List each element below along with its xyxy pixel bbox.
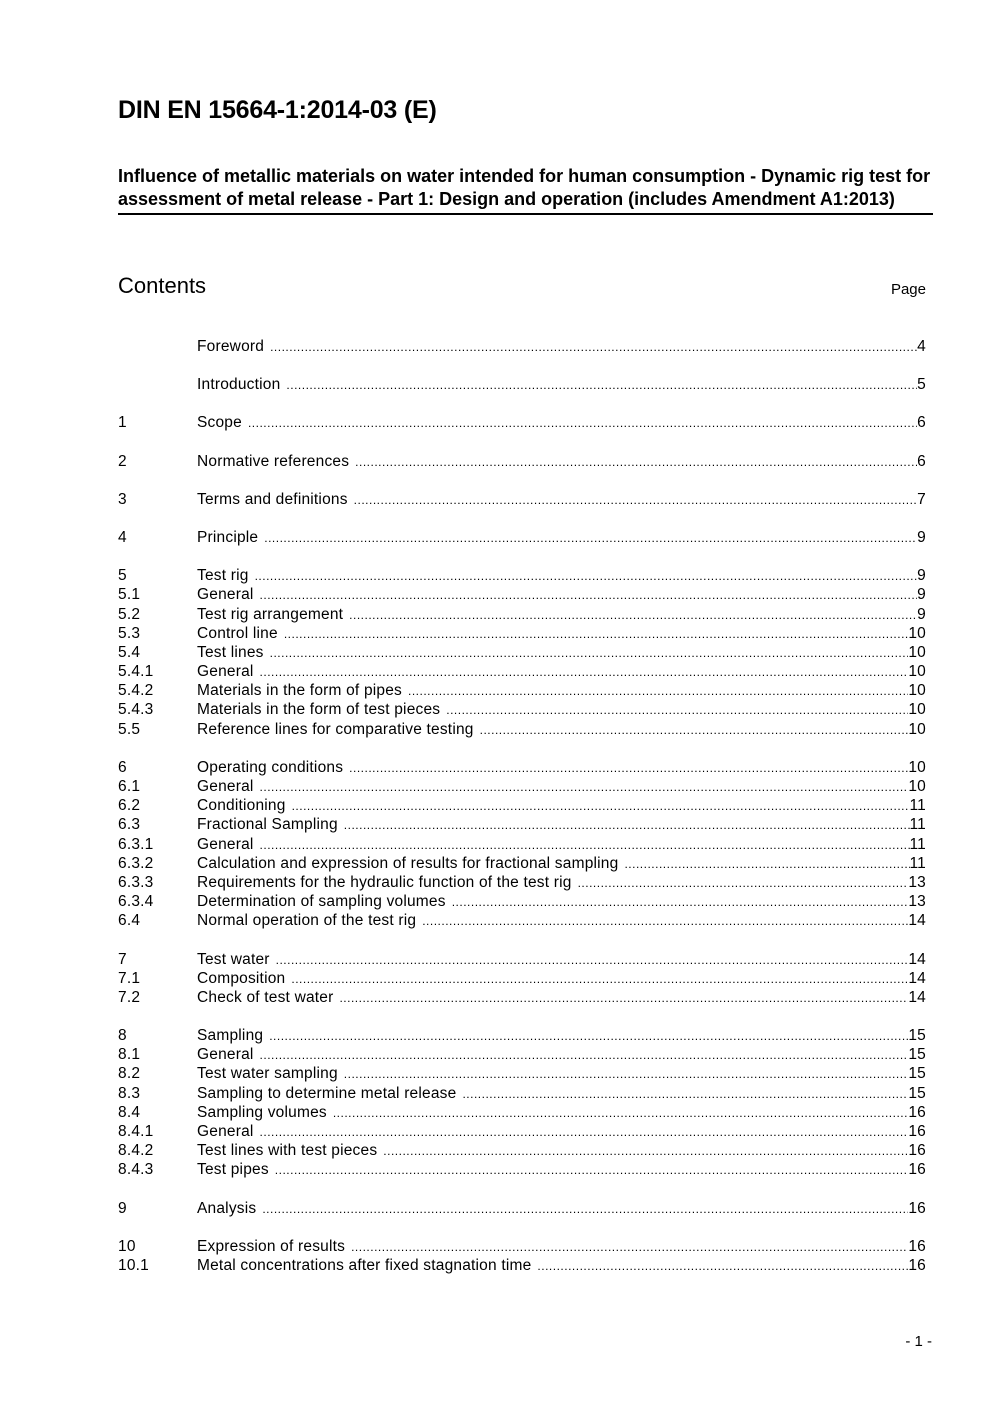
toc-entry-page: 11 xyxy=(909,835,926,853)
toc-entry-page: 10 xyxy=(908,663,926,681)
toc-dot-leader xyxy=(422,914,908,928)
toc-entry[interactable] xyxy=(118,682,926,701)
toc-entry-page: 11 xyxy=(909,854,926,872)
toc-dot-leader xyxy=(462,1087,908,1101)
toc-entry[interactable] xyxy=(118,1123,926,1142)
toc-entry-title: Composition xyxy=(197,969,286,987)
toc-entry-number: 9 xyxy=(118,1199,127,1217)
toc-entry[interactable] xyxy=(118,376,926,395)
toc-entry[interactable] xyxy=(118,855,926,874)
toc-entry-page: 16 xyxy=(908,1199,926,1217)
toc-entry-title: Test lines with test pieces xyxy=(197,1142,378,1160)
toc-entry-page: 6 xyxy=(917,452,926,470)
toc-entry-number: 6 xyxy=(118,758,127,776)
toc-entry-number: 7.1 xyxy=(118,969,141,987)
toc-entry-page: 15 xyxy=(908,1027,926,1045)
toc-entry[interactable] xyxy=(118,797,926,816)
toc-entry-title: Operating conditions xyxy=(197,758,344,776)
toc-entry[interactable] xyxy=(118,951,926,970)
toc-entry-number: 6.1 xyxy=(118,778,141,795)
toc-entry-page: 7 xyxy=(917,490,926,508)
toc-dot-leader xyxy=(264,531,917,545)
toc-entry-number: 4 xyxy=(118,528,127,546)
toc-dot-leader xyxy=(344,1067,909,1081)
toc-entry-number: 6.3.2 xyxy=(118,854,154,872)
toc-dot-leader xyxy=(452,895,909,909)
toc-entry-title: General xyxy=(197,663,254,681)
toc-dot-leader xyxy=(383,1144,908,1158)
toc-dot-leader xyxy=(260,588,918,602)
toc-entry-title: Sampling to determine metal release xyxy=(197,1084,457,1102)
toc-dot-leader xyxy=(276,953,909,967)
toc-entry-number: 5.4 xyxy=(118,643,141,661)
toc-dot-leader xyxy=(624,857,909,871)
document-title: Influence of metallic materials on water intended for human consumption - Dynamic rig test for assessment of metal release - Part 1: Design and operation (includes Amendment A1:2013) xyxy=(118,165,933,215)
toc-entry-title: General xyxy=(197,778,254,795)
toc-dot-leader xyxy=(292,799,910,813)
toc-dot-leader xyxy=(408,684,908,698)
toc-entry-title: Sampling volumes xyxy=(197,1103,327,1121)
toc-entry-title: Materials in the form of pipes xyxy=(197,682,403,700)
toc-dot-leader xyxy=(260,838,910,852)
toc-entry-number: 8.4 xyxy=(118,1103,141,1121)
toc-entry-page: 4 xyxy=(917,338,926,355)
toc-entry-number: 6.3.4 xyxy=(118,893,154,911)
toc-entry[interactable] xyxy=(118,1200,926,1219)
toc-entry-page: 10 xyxy=(908,643,926,661)
toc-entry-title: Test water sampling xyxy=(197,1065,338,1083)
toc-entry-title: Sampling xyxy=(197,1027,264,1045)
toc-dot-leader xyxy=(260,1048,909,1062)
toc-entry-title: Determination of sampling volumes xyxy=(197,893,446,911)
toc-entry-page: 16 xyxy=(908,1256,926,1274)
toc-dot-leader xyxy=(578,876,909,890)
toc-entry[interactable] xyxy=(118,1104,926,1123)
toc-entry-number: 2 xyxy=(118,452,127,470)
toc-entry-number: 7 xyxy=(118,950,127,968)
toc-entry-page: 6 xyxy=(917,414,926,432)
toc-entry[interactable] xyxy=(118,414,926,433)
toc-dot-leader xyxy=(351,1240,908,1254)
toc-entry-number: 8.2 xyxy=(118,1065,141,1083)
toc-entry-page: 9 xyxy=(917,586,926,604)
toc-entry-page: 16 xyxy=(908,1142,926,1160)
toc-entry-page: 11 xyxy=(909,816,926,834)
toc-dot-leader xyxy=(262,1202,908,1216)
toc-entry[interactable] xyxy=(118,1085,926,1104)
toc-entry-page: 5 xyxy=(917,376,926,394)
toc-entry-title: Reference lines for comparative testing xyxy=(197,720,474,738)
toc-entry[interactable] xyxy=(118,893,926,912)
toc-entry-page: 16 xyxy=(908,1237,926,1255)
toc-entry-number: 5 xyxy=(118,567,127,585)
toc-entry-title: Expression of results xyxy=(197,1237,346,1255)
toc-entry[interactable] xyxy=(118,453,926,472)
toc-entry-page: 15 xyxy=(908,1084,926,1102)
toc-entry[interactable] xyxy=(118,701,926,720)
toc-entry[interactable] xyxy=(118,1046,926,1065)
toc-entry-number: 8 xyxy=(118,1027,127,1045)
toc-dot-leader xyxy=(339,991,908,1005)
toc-entry-title: Terms and definitions xyxy=(197,490,348,508)
toc-dot-leader xyxy=(333,1106,909,1120)
toc-entry-title: Scope xyxy=(197,414,242,432)
toc-entry-number: 8.4.1 xyxy=(118,1123,154,1140)
toc-entry[interactable] xyxy=(118,778,926,797)
page-column-label: Page xyxy=(890,281,926,298)
toc-entry[interactable] xyxy=(118,989,926,1008)
toc-entry-title: Requirements for the hydraulic function of the test rig xyxy=(197,873,572,891)
toc-entry[interactable] xyxy=(118,586,926,605)
toc-entry-page: 10 xyxy=(908,778,926,795)
toc-entry-page: 10 xyxy=(908,682,926,700)
toc-entry-title: Normal operation of the test rig xyxy=(197,912,417,930)
toc-entry-title: Test rig xyxy=(197,567,249,585)
toc-entry-number: 6.3.1 xyxy=(118,835,154,853)
toc-dot-leader xyxy=(480,723,909,737)
toc-entry-number: 10 xyxy=(118,1237,136,1255)
toc-dot-leader xyxy=(355,455,917,469)
toc-dot-leader xyxy=(270,340,917,354)
toc-entry-page: 10 xyxy=(908,758,926,776)
toc-entry-number: 5.2 xyxy=(118,605,141,623)
toc-entry-number: 8.4.3 xyxy=(118,1161,154,1179)
toc-entry[interactable] xyxy=(118,816,926,835)
toc-entry-number: 6.3 xyxy=(118,816,141,834)
toc-dot-leader xyxy=(349,608,917,622)
toc-entry[interactable] xyxy=(118,912,926,931)
toc-entry-number: 3 xyxy=(118,490,127,508)
toc-dot-leader xyxy=(260,780,909,794)
toc-entry-page: 14 xyxy=(908,988,926,1006)
toc-entry-page: 9 xyxy=(917,528,926,546)
toc-dot-leader xyxy=(446,703,908,717)
toc-entry[interactable] xyxy=(118,567,926,586)
toc-entry[interactable] xyxy=(118,1161,926,1180)
toc-entry[interactable] xyxy=(118,1142,926,1161)
toc-entry-title: Test water xyxy=(197,950,270,968)
toc-entry-page: 10 xyxy=(908,720,926,738)
toc-entry-number: 8.1 xyxy=(118,1046,141,1064)
toc-entry-page: 16 xyxy=(908,1103,926,1121)
toc-entry-number: 5.4.2 xyxy=(118,682,154,700)
toc-entry-title: Normative references xyxy=(197,452,350,470)
toc-entry[interactable] xyxy=(118,836,926,855)
toc-entry-title: Control line xyxy=(197,624,278,642)
toc-dot-leader xyxy=(537,1259,908,1273)
toc-dot-leader xyxy=(291,972,908,986)
toc-entry-title: General xyxy=(197,1123,254,1140)
toc-dot-leader xyxy=(349,761,908,775)
toc-dot-leader xyxy=(270,646,909,660)
toc-entry-number: 5.1 xyxy=(118,586,141,604)
toc-entry-page: 10 xyxy=(908,624,926,642)
toc-entry-title: Check of test water xyxy=(197,988,334,1006)
toc-entry[interactable] xyxy=(118,491,926,510)
toc-entry-page: 14 xyxy=(908,950,926,968)
toc-entry-title: General xyxy=(197,835,254,853)
toc-entry-title: Test pipes xyxy=(197,1161,269,1179)
toc-dot-leader xyxy=(354,493,918,507)
toc-entry-page: 9 xyxy=(917,567,926,585)
toc-entry-title: Test lines xyxy=(197,643,264,661)
toc-entry-number: 6.2 xyxy=(118,797,141,815)
toc-entry-number: 10.1 xyxy=(118,1256,149,1274)
toc-dot-leader xyxy=(260,1125,909,1139)
toc-entry[interactable] xyxy=(118,874,926,893)
toc-entry-title: Fractional Sampling xyxy=(197,816,338,834)
toc-entry-number: 8.3 xyxy=(118,1084,141,1102)
toc-entry-title: Introduction xyxy=(197,376,281,394)
toc-entry[interactable] xyxy=(118,606,926,625)
toc-entry-page: 15 xyxy=(908,1046,926,1064)
contents-heading: Contents xyxy=(118,273,207,298)
table-of-contents xyxy=(118,338,926,1276)
toc-entry[interactable] xyxy=(118,1257,926,1276)
toc-dot-leader xyxy=(248,416,917,430)
toc-entry[interactable] xyxy=(118,1065,926,1084)
toc-entry-title: Analysis xyxy=(197,1199,257,1217)
toc-entry-title: Principle xyxy=(197,528,259,546)
toc-entry-page: 16 xyxy=(908,1161,926,1179)
toc-dot-leader xyxy=(275,1163,909,1177)
toc-dot-leader xyxy=(344,818,910,832)
toc-entry-page: 16 xyxy=(908,1123,926,1140)
toc-entry-page: 13 xyxy=(908,873,926,891)
toc-entry[interactable] xyxy=(118,625,926,644)
page-number: - 1 - xyxy=(905,1333,932,1350)
toc-entry-number: 7.2 xyxy=(118,988,141,1006)
toc-entry-page: 14 xyxy=(908,912,926,930)
toc-entry-number: 6.4 xyxy=(118,912,141,930)
toc-entry[interactable] xyxy=(118,759,926,778)
toc-entry[interactable] xyxy=(118,1027,926,1046)
toc-entry[interactable] xyxy=(118,663,926,682)
toc-entry[interactable] xyxy=(118,529,926,548)
toc-entry-title: General xyxy=(197,586,254,604)
toc-entry-title: Calculation and expression of results for fractional sampling xyxy=(197,854,619,872)
toc-entry-page: 15 xyxy=(908,1065,926,1083)
standard-id: DIN EN 15664-1:2014-03 (E) xyxy=(118,96,437,124)
toc-entry[interactable] xyxy=(118,338,926,357)
toc-entry-page: 14 xyxy=(908,969,926,987)
toc-dot-leader xyxy=(269,1029,908,1043)
toc-entry-title: Conditioning xyxy=(197,797,286,815)
toc-entry-page: 10 xyxy=(908,701,926,719)
toc-entry-page: 9 xyxy=(917,605,926,623)
toc-entry[interactable] xyxy=(118,1238,926,1257)
toc-entry-number: 6.3.3 xyxy=(118,873,154,891)
toc-entry-number: 5.4.1 xyxy=(118,663,154,681)
toc-dot-leader xyxy=(260,665,909,679)
toc-entry-number: 1 xyxy=(118,414,127,432)
toc-entry-title: Materials in the form of test pieces xyxy=(197,701,441,719)
toc-entry-title: Test rig arrangement xyxy=(197,605,344,623)
toc-entry-title: General xyxy=(197,1046,254,1064)
toc-entry-number: 8.4.2 xyxy=(118,1142,154,1160)
toc-entry[interactable] xyxy=(118,970,926,989)
toc-entry-number: 5.4.3 xyxy=(118,701,154,719)
toc-entry-page: 11 xyxy=(909,797,926,815)
toc-dot-leader xyxy=(255,569,918,583)
toc-dot-leader xyxy=(286,378,917,392)
toc-entry[interactable] xyxy=(118,644,926,663)
toc-entry-number: 5.5 xyxy=(118,720,141,738)
toc-entry-number: 5.3 xyxy=(118,624,141,642)
toc-entry-title: Foreword xyxy=(197,338,265,355)
toc-entry-page: 13 xyxy=(908,893,926,911)
toc-entry[interactable] xyxy=(118,721,926,740)
toc-entry-title: Metal concentrations after fixed stagnation time xyxy=(197,1256,532,1274)
toc-dot-leader xyxy=(284,627,909,641)
